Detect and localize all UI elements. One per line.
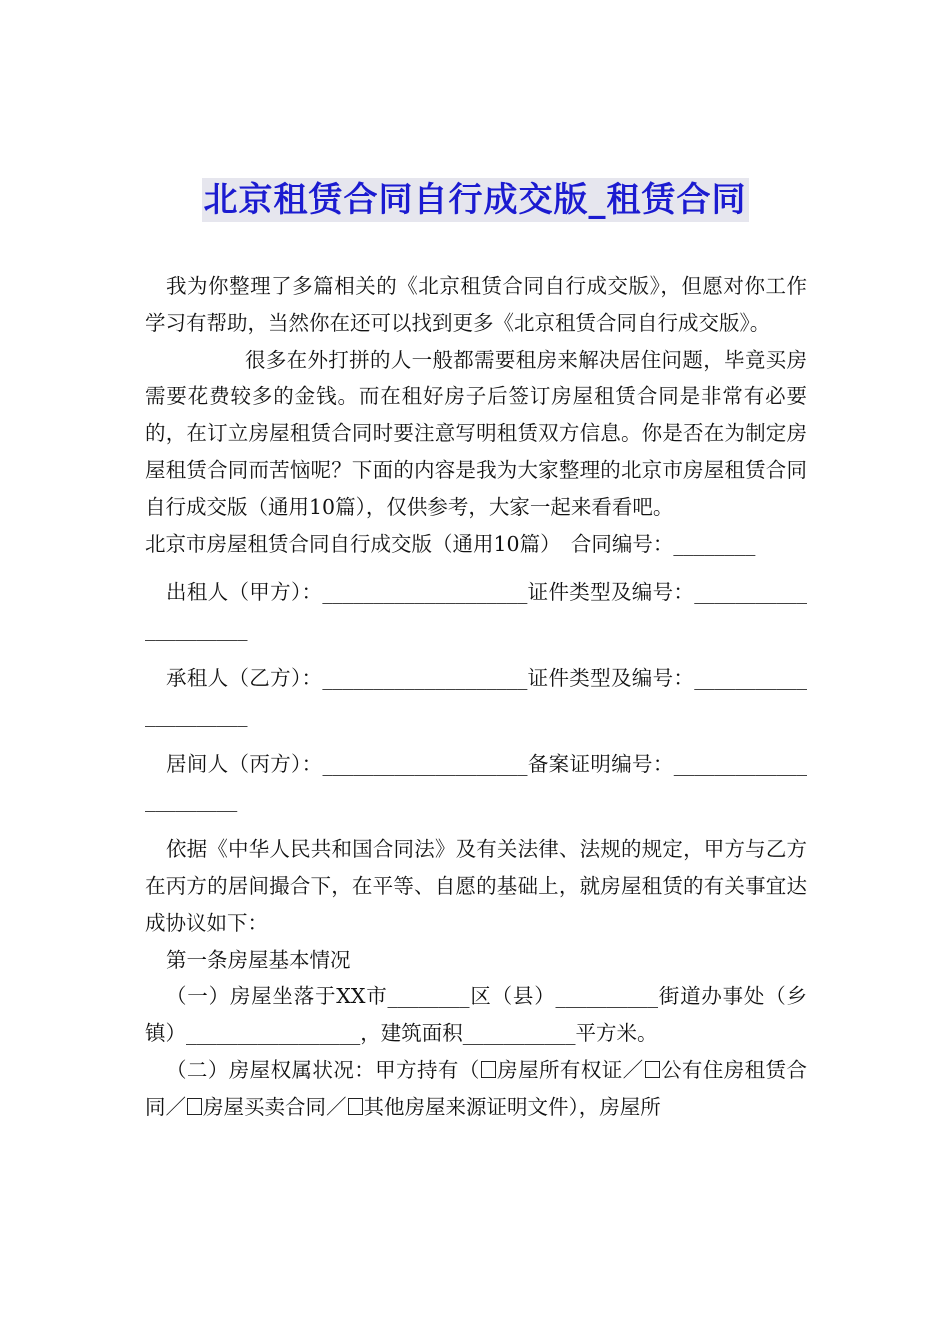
checkbox-icon — [348, 1098, 363, 1115]
ownership-option-2: 公有住房租赁合同／ — [145, 1057, 808, 1119]
article-one-heading: 第一条房屋基本情况 — [166, 947, 351, 972]
ownership-option-3: 房屋买卖合同／ — [203, 1094, 347, 1119]
lessee-line: 承租人（乙方）：____________________证件类型及编号：_____________________ — [145, 665, 807, 727]
checkbox-icon — [481, 1061, 496, 1078]
checkbox-icon — [187, 1098, 202, 1115]
intermediary-line: 居间人（丙方）：____________________备案证明编号：______________________ — [145, 751, 807, 813]
background-paragraph: 很多在外打拼的人一般都需要租房来解决居住问题，毕竟买房需要花费较多的金钱。而在租好房子后签订房屋租赁合同是非常有必要的，在订立房屋租赁合同时要注意写明租赁双方信息。你是否在为制定房屋租赁合同而苦恼呢？下面的内容是我为大家整理的北京市房屋租赁合同自行成交版（通用10篇），仅供参考，大家一起来看看吧。 — [145, 347, 807, 519]
property-location-clause: （一）房屋坐落于XX市________区（县）__________街道办事处（乡镇）_________________，建筑面积___________平方米。 — [145, 984, 807, 1046]
lessor-line: 出租人（甲方）：____________________证件类型及编号：_____________________ — [145, 580, 807, 642]
intro-paragraph: 我为你整理了多篇相关的《北京租赁合同自行成交版》，但愿对你工作学习有帮助，当然你在还可以找到更多《北京租赁合同自行成交版》。 — [145, 274, 807, 335]
document-title: 北京租赁合同自行成交版_租赁合同 — [203, 180, 747, 220]
ownership-option-1: 房屋所有权证／ — [496, 1057, 644, 1082]
ownership-clause — [145, 1052, 807, 1126]
agreement-paragraph: 依据《中华人民共和国合同法》及有关法律、法规的规定，甲方与乙方在丙方的居间撮合下，在平等、自愿的基础上，就房屋租赁的有关事宜达成协议如下： — [145, 837, 807, 935]
document-body — [145, 268, 807, 1126]
contract-heading: 北京市房屋租赁合同自行成交版（通用10篇） 合同编号：________ — [145, 531, 756, 556]
ownership-option-4: 其他房屋来源证明文件），房屋所 — [363, 1094, 661, 1119]
checkbox-icon — [645, 1061, 660, 1078]
ownership-prefix: （二）房屋权属状况：甲方持有（ — [166, 1057, 480, 1082]
